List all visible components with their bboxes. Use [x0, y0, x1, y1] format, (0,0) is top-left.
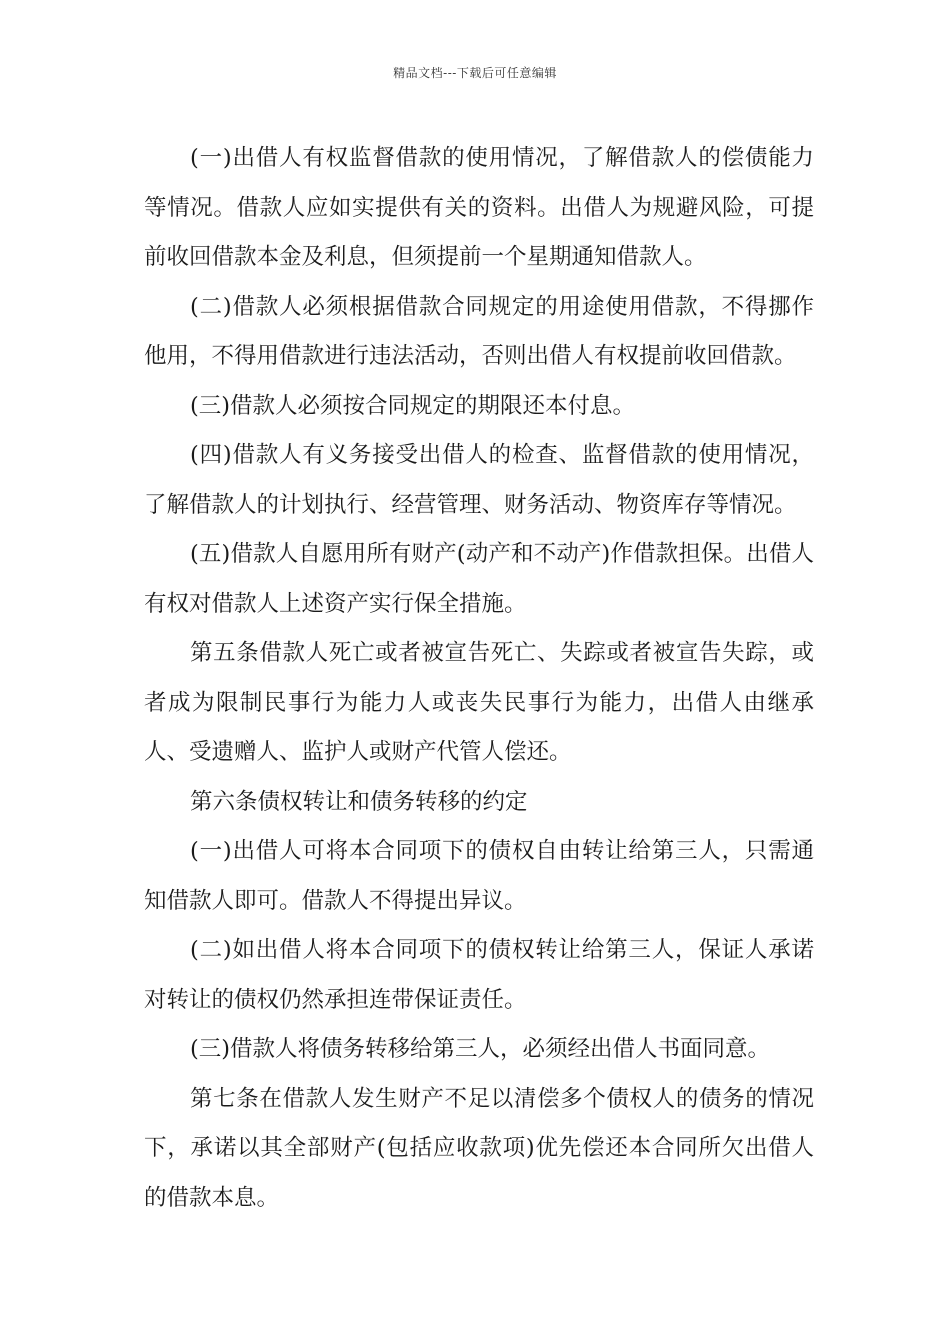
- paragraph-clause-4-2: (二)借款人必须根据借款合同规定的用途使用借款，不得挪作他用，不得用借款进行违法活动，否则出借人有权提前收回借款。: [144, 293, 814, 369]
- paragraph-clause-4-4: (四)借款人有义务接受出借人的检查、监督借款的使用情况，了解借款人的计划执行、经营管理、财务活动、物资库存等情况。: [144, 442, 814, 518]
- document-body: [144, 134, 814, 1223]
- paragraph-clause-6-1: (一)出借人可将本合同项下的债权自由转让给第三人，只需通知借款人即可。借款人不得提出异议。: [144, 838, 814, 914]
- paragraph-article-7: 第七条在借款人发生财产不足以清偿多个债权人的债务的情况下，承诺以其全部财产(包括应收款项)优先偿还本合同所欠出借人的借款本息。: [144, 1085, 814, 1211]
- paragraph-clause-4-1: (一)出借人有权监督借款的使用情况，了解借款人的偿债能力等情况。借款人应如实提供有关的资料。出借人为规避风险，可提前收回借款本金及利息，但须提前一个星期通知借款人。: [144, 145, 814, 270]
- paragraph-clause-4-3: (三)借款人必须按合同规定的期限还本付息。: [190, 392, 636, 419]
- paragraph-article-6-heading: 第六条债权转让和债务转移的约定: [190, 788, 528, 815]
- paragraph-clause-6-2: (二)如出借人将本合同项下的债权转让给第三人，保证人承诺对转让的债权仍然承担连带保证责任。: [144, 937, 814, 1013]
- page-header: 精品文档---下载后可任意编辑: [393, 66, 557, 80]
- paragraph-article-5: 第五条借款人死亡或者被宣告死亡、失踪或者被宣告失踪，或者成为限制民事行为能力人或丧失民事行为能力，出借人由继承人、受遗赠人、监护人或财产代管人偿还。: [144, 640, 814, 765]
- paragraph-clause-6-3: (三)借款人将债务转移给第三人，必须经出借人书面同意。: [190, 1036, 771, 1062]
- paragraph-clause-4-5: (五)借款人自愿用所有财产(动产和不动产)作借款担保。出借人有权对借款人上述资产实行保全措施。: [144, 541, 814, 617]
